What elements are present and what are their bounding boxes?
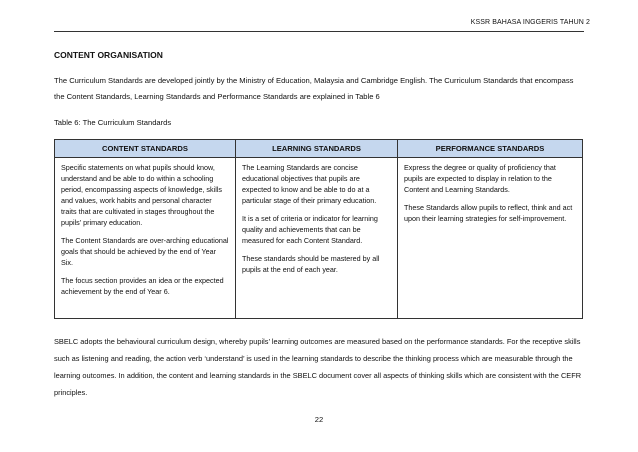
table-header-row xyxy=(55,140,583,158)
performance-standards-cell xyxy=(398,158,583,319)
cell-paragraph: Specific statements on what pupils should know, understand and be able to do within a schooling period, encompassing aspects of knowledge, skills and values, work habits and personal character traits that are cultivated in stages throughout the pupils’ primary education. xyxy=(61,163,223,227)
table-row xyxy=(55,158,583,319)
table-caption: Table 6: The Curriculum Standards xyxy=(54,118,172,127)
learning-standards-heading: LEARNING STANDARDS xyxy=(236,140,398,158)
closing-paragraph: SBELC adopts the behavioural curriculum design, whereby pupils’ learning outcomes are measured based on the performance standards. For the receptive skills such as listening and reading, the action verb ‘understand’ is used in the learning standards to describe the thinking process which are measurable through the learning outcomes. In addition, the content and learning standards in the SBELC document cover all aspects of thinking skills which are consistent with the CEFR principles. xyxy=(54,337,582,397)
header-rule xyxy=(54,31,584,32)
cell-paragraph: The Content Standards are over-arching educational goals that should be achieved by the end of Year Six. xyxy=(61,236,229,267)
content-standards-cell xyxy=(55,158,236,319)
cell-paragraph: The Learning Standards are concise educational objectives that pupils are expected to know and be able to do at a particular stage of their primary education. xyxy=(242,163,377,205)
cell-paragraph: These Standards allow pupils to reflect, think and act upon their learning strategies for self-improvement. xyxy=(404,203,573,223)
curriculum-standards-table xyxy=(54,139,583,319)
page-number: 22 xyxy=(314,415,324,424)
cell-paragraph: These standards should be mastered by all pupils at the end of each year. xyxy=(242,254,380,274)
running-head: KSSR BAHASA INGGERIS TAHUN 2 xyxy=(470,19,590,26)
cell-paragraph: The focus section provides an idea or the expected achievement by the end of Year 6. xyxy=(61,276,224,296)
cell-paragraph: It is a set of criteria or indicator for learning quality and achievements that can be measured for each Content Standard. xyxy=(242,214,378,245)
learning-standards-cell xyxy=(236,158,398,319)
performance-standards-heading: PERFORMANCE STANDARDS xyxy=(398,140,583,158)
cell-paragraph: Express the degree or quality of proficiency that pupils are expected to display in relation to the Content and Learning Standards. xyxy=(404,163,556,194)
section-title: CONTENT ORGANISATION xyxy=(54,50,163,60)
intro-paragraph: The Curriculum Standards are developed jointly by the Ministry of Education, Malaysia and Cambridge English. The Curriculum Standards that encompass the Content Standards, Learning Standards and Performance Standards are explained in Table 6 xyxy=(54,76,574,101)
content-standards-heading: CONTENT STANDARDS xyxy=(55,140,236,158)
